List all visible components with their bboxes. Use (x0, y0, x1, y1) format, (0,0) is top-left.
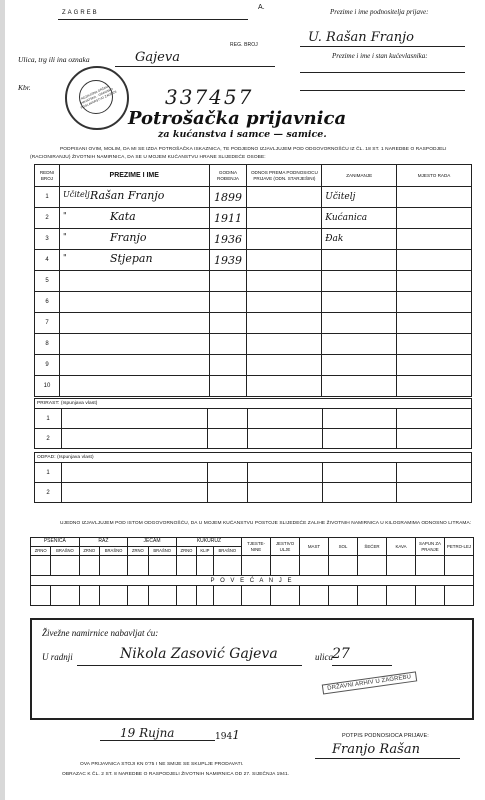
row-workplace (397, 334, 472, 355)
col-godina: GODINA ROĐENJA (209, 165, 247, 187)
row-name (59, 229, 209, 250)
table-row (35, 355, 472, 376)
col-mjesto-rada: MJESTO RADA (397, 165, 472, 187)
empty-cell (387, 586, 416, 606)
empty-cell (197, 556, 214, 576)
row-number: 2 (35, 208, 60, 229)
row-year (209, 313, 247, 334)
table-row (35, 429, 472, 449)
row-year (209, 271, 247, 292)
row-occupation (322, 250, 397, 271)
row-occupation: Kućanica (322, 208, 397, 229)
table-row (35, 376, 472, 397)
empty-cell (128, 556, 148, 576)
kbr-label: Kbr. (18, 83, 31, 92)
city-label: ZAGREB (62, 10, 99, 16)
table-row (35, 187, 472, 208)
empty-cell (51, 556, 79, 576)
u-radnji-value: Nikola Zasović Gajeva (120, 646, 278, 662)
empty-cell (300, 586, 329, 606)
table-row (35, 250, 472, 271)
row-workplace (397, 271, 472, 292)
row-relation (247, 250, 322, 271)
row-name-value: Franjo (109, 231, 147, 244)
prirast-section (34, 398, 472, 449)
odpad-section (34, 452, 472, 503)
empty-cell (416, 556, 445, 576)
row-workplace (397, 376, 472, 397)
table-row (35, 483, 472, 503)
empty-cell (445, 586, 474, 606)
archive-stamp: DRŽAVNI ARHIV U ZAGREBU (322, 671, 417, 694)
empty-cell (128, 586, 148, 606)
stock-group-header: RAŽ (79, 538, 128, 547)
col-prezime-ime: PREZIME I IME (59, 165, 209, 187)
stock-other-header: ŠEĆER (358, 538, 387, 556)
empty-cell (322, 463, 397, 483)
footer-note-1: OVA PRIJAVNICA STOJI KN 0'75 I NE SMIJE SE SKUPLJE PRODAVATI. (80, 762, 244, 767)
stock-other-header: JESTIVO ULJE (271, 538, 300, 556)
table-row (35, 271, 472, 292)
row-number: 4 (35, 250, 60, 271)
stock-sub-header: BRAŠNO (51, 547, 79, 556)
u-radnji-label: U radnji (42, 652, 73, 662)
row-year: 1911 (209, 208, 247, 229)
row-occupation (322, 271, 397, 292)
stock-sub-header: BRAŠNO (213, 547, 241, 556)
row-relation (247, 271, 322, 292)
empty-cell (247, 463, 322, 483)
empty-cell (247, 483, 322, 503)
row-occupation: Učitelj (322, 187, 397, 208)
row-name (59, 313, 209, 334)
official-seal (65, 66, 129, 130)
row-number: 6 (35, 292, 60, 313)
col-redni-broj: REDNI BROJ (35, 165, 60, 187)
row-name-value: Rašan Franjo (89, 189, 165, 202)
row-name-prefix: Učitelj (62, 190, 90, 199)
table-row (35, 313, 472, 334)
u-radnji-underline (77, 665, 302, 666)
stock-group-header: KUKURUZ (176, 538, 241, 547)
date-underline (100, 740, 215, 741)
row-year (209, 376, 247, 397)
row-year (209, 292, 247, 313)
row-workplace (397, 292, 472, 313)
reg-broj-label: REG. BROJ (230, 42, 258, 48)
ulica-purchase-value: 27 (332, 646, 350, 662)
row-number: 7 (35, 313, 60, 334)
table-row (35, 334, 472, 355)
ulica-purchase-underline (332, 665, 392, 666)
row-number: 9 (35, 355, 60, 376)
povecanje-label: P O V E Ć A N J E (31, 576, 474, 586)
table-row (31, 586, 474, 606)
col-odnos: ODNOS PREMA PODNOSIOCU PRIJAVE (ODN. STARJEŠINI) (247, 165, 322, 187)
row-name-prefix: " (62, 211, 67, 220)
prezime-ime-label: Prezime i ime podnositelja prijave: (330, 8, 429, 16)
year (215, 728, 240, 742)
empty-cell (62, 483, 208, 503)
empty-cell (213, 586, 241, 606)
empty-cell (208, 429, 247, 449)
empty-cell (271, 556, 300, 576)
row-relation (247, 334, 322, 355)
empty-cell (99, 556, 127, 576)
row-name (59, 355, 209, 376)
table-row (35, 229, 472, 250)
row-name (59, 271, 209, 292)
row-relation (247, 292, 322, 313)
empty-cell (300, 556, 329, 576)
empty-cell (397, 429, 472, 449)
stock-sub-header: ZRNO (79, 547, 99, 556)
empty-cell (62, 429, 208, 449)
form-title: Potrošačka prijavnica (128, 108, 347, 129)
stock-other-header: MAST (300, 538, 329, 556)
row-name (59, 187, 209, 208)
table-row (35, 208, 472, 229)
ulica-value: Gajeva (135, 50, 180, 65)
date-value: 19 Rujna (120, 726, 175, 740)
empty-cell (176, 556, 196, 576)
table-row (35, 463, 472, 483)
prirast-label: PRIRAST: (Ispunjava vlast) (34, 398, 472, 408)
empty-cell (176, 586, 196, 606)
empty-cell (51, 586, 79, 606)
row-name (59, 292, 209, 313)
row-occupation: Đak (322, 229, 397, 250)
col-zanimanje: ZANIMANJE (322, 165, 397, 187)
prezime-stan-label: Prezime i ime i stan kućevlasnika: (332, 52, 428, 60)
empty-cell (322, 483, 397, 503)
empty-cell (358, 586, 387, 606)
empty-cell (247, 409, 322, 429)
empty-cell (329, 556, 358, 576)
potpis-underline (315, 758, 460, 759)
stock-group-header: PŠENICA (31, 538, 80, 547)
row-year: 1936 (209, 229, 247, 250)
row-workplace (397, 355, 472, 376)
footer-note-2: OBRAZAC K ČL. 2 ST. 8 NAREDBE O RASPODJELI ŽIVOTNIH NAMIRNICA OD 27. SIJEČNJA 1941. (62, 772, 290, 777)
row-number: 1 (35, 187, 60, 208)
row-workplace (397, 250, 472, 271)
table-row (35, 292, 472, 313)
row-occupation (322, 376, 397, 397)
stan-underline-2 (300, 90, 465, 91)
empty-cell (242, 556, 271, 576)
ulica-underline (115, 66, 275, 67)
ulica-purchase-label: ulica (315, 652, 333, 662)
row-name (59, 208, 209, 229)
row-number: 1 (35, 463, 62, 483)
row-workplace (397, 229, 472, 250)
stock-other-header: TJESTE-NINE (242, 538, 271, 556)
empty-cell (397, 463, 472, 483)
year-prefix: 194 (215, 732, 233, 742)
empty-cell (197, 586, 214, 606)
row-relation (247, 355, 322, 376)
stock-other-header: KAVA (387, 538, 416, 556)
empty-cell (358, 556, 387, 576)
row-relation (247, 313, 322, 334)
povecanje-row (31, 576, 474, 586)
empty-cell (445, 556, 474, 576)
odpad-label: ODPAD: (Ispunjava vlast) (34, 452, 472, 462)
potpis-label: POTPIS PODNOSIOCA PRIJAVE: (342, 733, 429, 739)
form-subtitle: za kućanstva i samce — samice. (158, 129, 327, 140)
row-relation (247, 229, 322, 250)
empty-cell (62, 409, 208, 429)
row-name-prefix: " (62, 253, 67, 262)
stock-sub-header: ZRNO (31, 547, 51, 556)
empty-cell (387, 556, 416, 576)
stock-other-header: PETRO-LEJ (445, 538, 474, 556)
row-occupation (322, 334, 397, 355)
field-a: A. (258, 4, 265, 11)
row-number: 2 (35, 483, 62, 503)
page-left-edge (0, 0, 5, 800)
empty-cell (79, 556, 99, 576)
empty-cell (213, 556, 241, 576)
row-occupation (322, 355, 397, 376)
empty-cell (208, 483, 247, 503)
form-number: 337457 (165, 85, 254, 109)
row-name (59, 250, 209, 271)
empty-cell (148, 556, 176, 576)
stock-group-row (31, 538, 474, 547)
stock-group-header: JEČAM (128, 538, 177, 547)
members-table (34, 164, 472, 397)
empty-cell (397, 483, 472, 503)
ulica-label: Ulica, trg ili ina oznaka (18, 55, 90, 64)
purchase-label: Živežne namirnice nabavljat ću: (42, 628, 159, 638)
empty-cell (271, 586, 300, 606)
empty-cell (79, 586, 99, 606)
prezime-ime-value: U. Rašan Franjo (308, 30, 415, 45)
row-name (59, 334, 209, 355)
row-number: 3 (35, 229, 60, 250)
city-underline (58, 19, 248, 20)
row-name-value: Kata (109, 210, 136, 223)
empty-cell (397, 409, 472, 429)
prezime-underline (300, 46, 465, 47)
row-number: 2 (35, 429, 62, 449)
row-number: 8 (35, 334, 60, 355)
row-occupation (322, 313, 397, 334)
stock-sub-header: BRAŠNO (148, 547, 176, 556)
row-number: 1 (35, 409, 62, 429)
empty-cell (247, 429, 322, 449)
row-name (59, 376, 209, 397)
empty-cell (329, 586, 358, 606)
empty-cell (322, 429, 397, 449)
row-year: 1899 (209, 187, 247, 208)
empty-cell (242, 586, 271, 606)
row-year: 1939 (209, 250, 247, 271)
seal-text: NEZAVISNA DRŽAVA HRVATSKA · GRADSKO POGLAVARSTVO ZAGREB (80, 84, 118, 110)
empty-cell (31, 586, 51, 606)
stock-sub-header: BRAŠNO (99, 547, 127, 556)
empty-cell (208, 463, 247, 483)
table-row (31, 556, 474, 576)
potpis-value: Franjo Rašan (332, 742, 420, 757)
table-row (35, 409, 472, 429)
intro-text: PODPISANI OVIM, MOLIM, DA MI SE IZDA POTROŠAČKA ISKAZNICA, TE PODJEDNO IZJAVLJUJEM POD ODGOVORNOŠĆU IZ ČL. 18 ST. 1 NAREDBE O RASPODJELI (RACIONIRANJU) ŽIVOTNIH NAMIRNICA, DA SE U MOJEM KUĆANSTVU HRANE SLIJEDEĆE OSOBE: (30, 147, 447, 160)
year-suffix: 1 (232, 728, 240, 742)
row-workplace (397, 208, 472, 229)
stock-other-header: SOL (329, 538, 358, 556)
empty-cell (62, 463, 208, 483)
stock-other-header: SAPUN ZA PRANJE (416, 538, 445, 556)
empty-cell (208, 409, 247, 429)
row-year (209, 355, 247, 376)
row-name-prefix: " (62, 232, 67, 241)
empty-cell (322, 409, 397, 429)
stan-underline (300, 72, 465, 73)
stock-sub-header: ZRNO (176, 547, 196, 556)
empty-cell (31, 556, 51, 576)
empty-cell (99, 586, 127, 606)
stock-sub-header: ZRNO (128, 547, 148, 556)
empty-cell (148, 586, 176, 606)
row-number: 10 (35, 376, 60, 397)
row-relation (247, 376, 322, 397)
stock-table (30, 537, 474, 606)
row-occupation (322, 292, 397, 313)
row-workplace (397, 187, 472, 208)
empty-cell (416, 586, 445, 606)
row-workplace (397, 313, 472, 334)
row-relation (247, 208, 322, 229)
row-year (209, 334, 247, 355)
row-name-value: Stjepan (109, 252, 153, 265)
row-number: 5 (35, 271, 60, 292)
stock-sub-header: KLIP (197, 547, 214, 556)
purchase-box (30, 618, 474, 720)
stock-intro: UJEDNO IZJAVLJUJEM POD ISTOM ODGOVORNOŠĆU, DA U MOJEM KUĆANSTVU POSTOJE SLIJEDEĆE ZALIHE ŽIVOTNIH NAMIRNICA U KILOGRAMIMA ODNOSNO LITRAMA: (60, 521, 472, 526)
row-relation (247, 187, 322, 208)
